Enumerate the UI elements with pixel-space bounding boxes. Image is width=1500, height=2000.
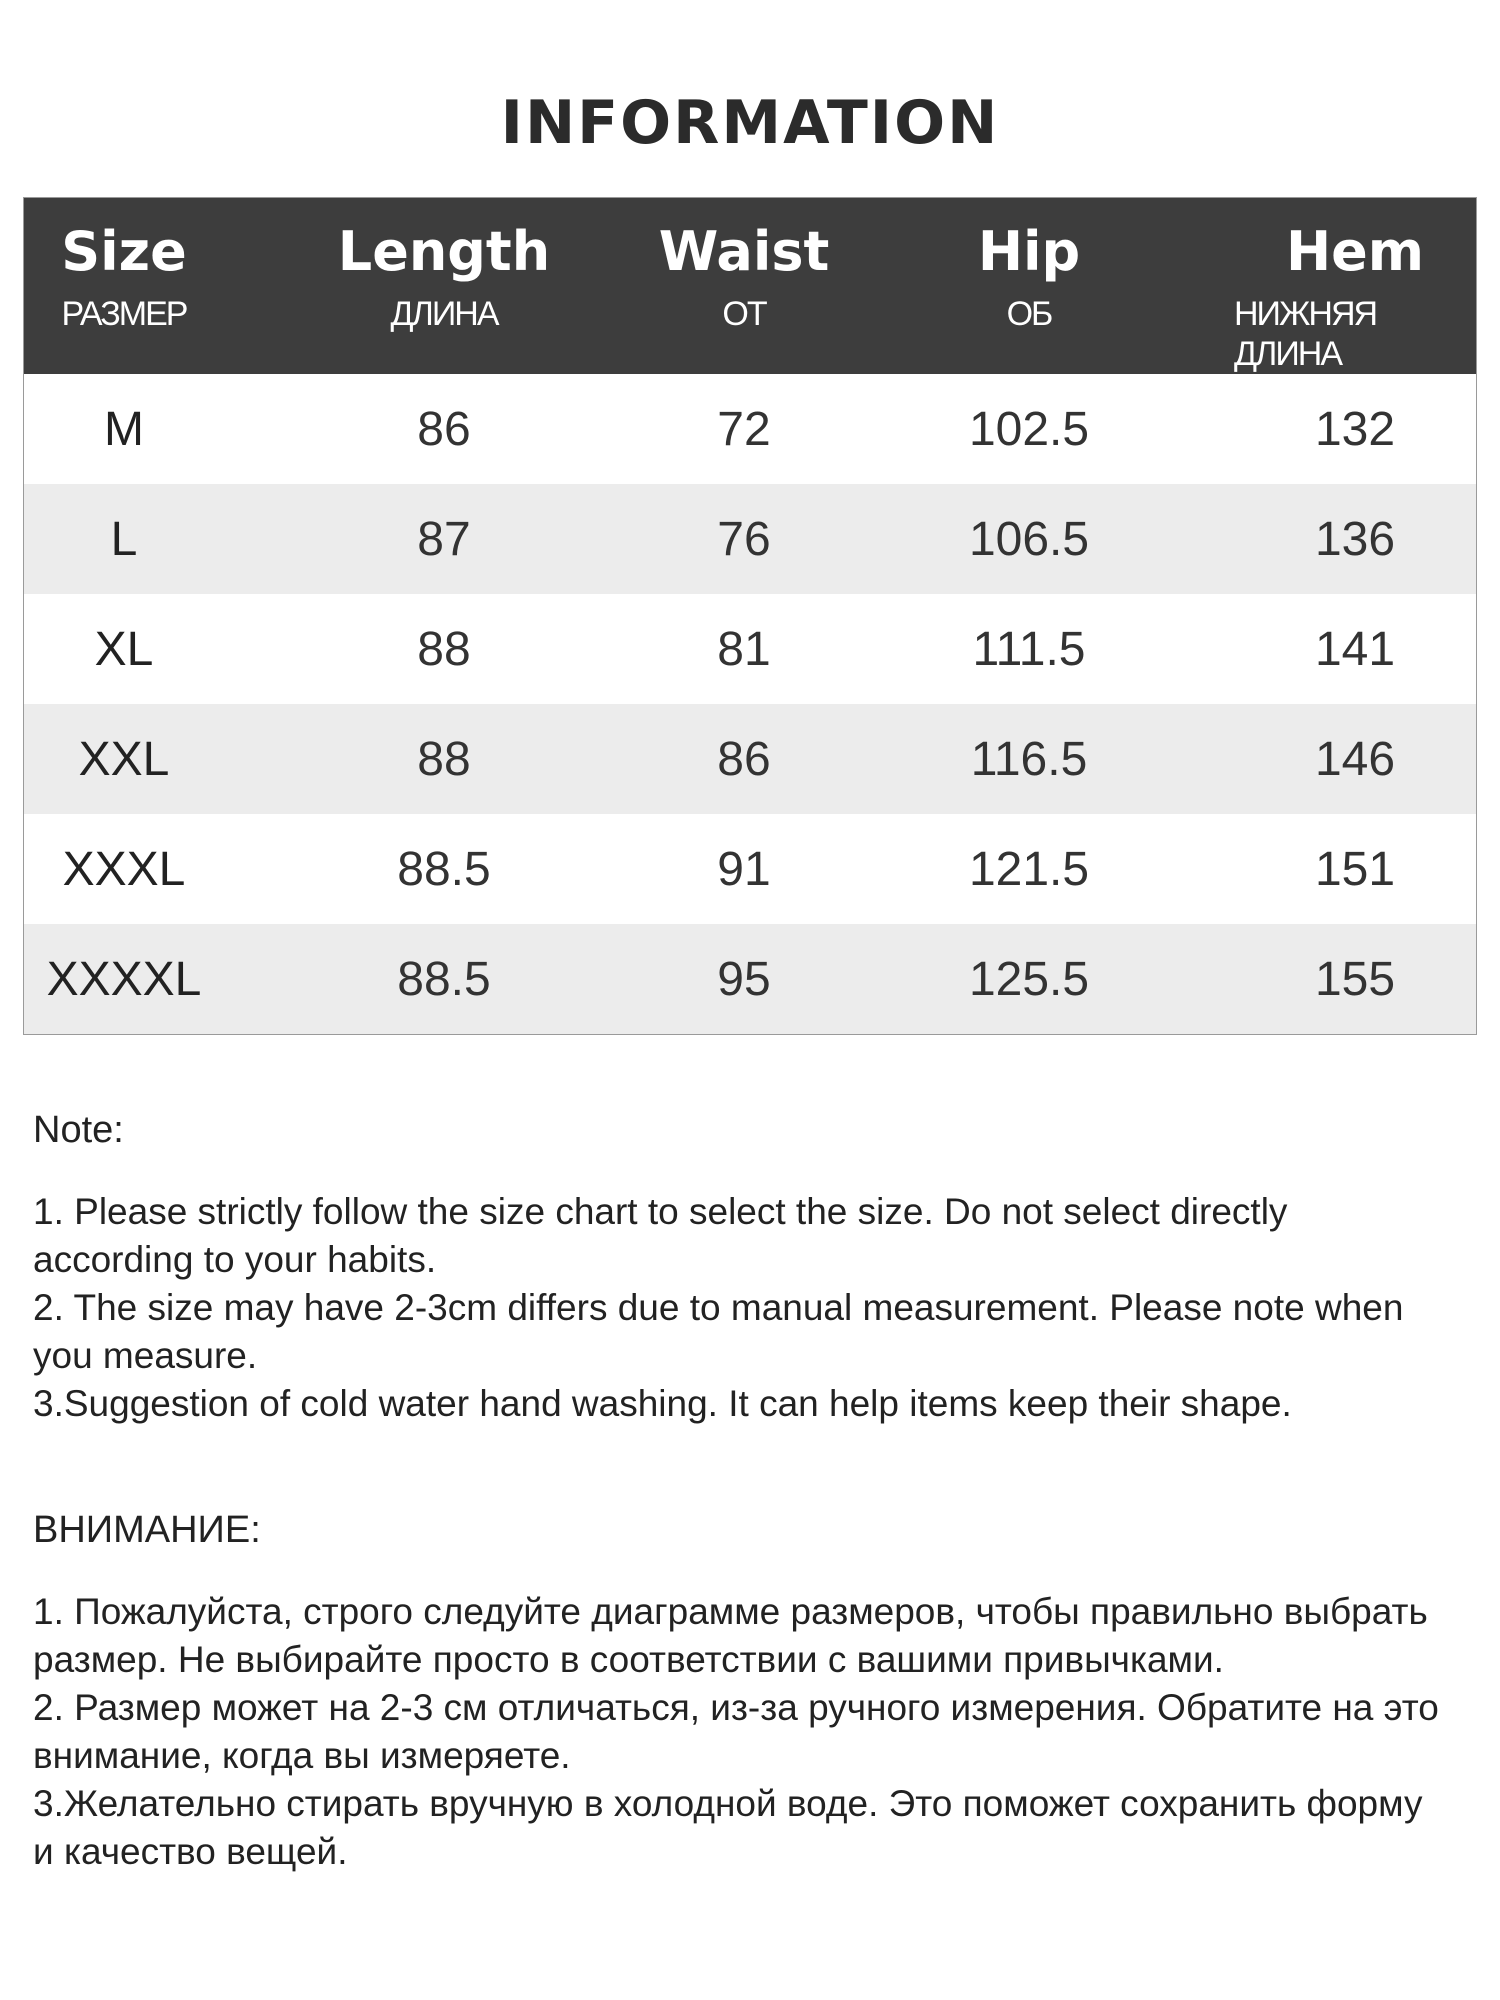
cell-waist: 72 xyxy=(717,402,771,456)
table-row xyxy=(24,594,1476,704)
cell-hip: 121.5 xyxy=(968,842,1090,896)
note-english xyxy=(33,1108,1453,1428)
cell-hip: 111.5 xyxy=(972,622,1086,676)
cell-length: 87 xyxy=(417,512,471,566)
header-label-ru: ДЛИНА xyxy=(390,295,498,333)
table-row xyxy=(24,704,1476,814)
header-label-en: Waist xyxy=(658,220,830,283)
header-label-ru: ОБ xyxy=(1006,295,1052,333)
cell-hem: 136 xyxy=(1314,512,1396,566)
cell-waist: 86 xyxy=(717,732,771,786)
note-heading: ВНИМАНИЕ: xyxy=(33,1509,261,1551)
table-row xyxy=(24,924,1476,1034)
note-item: 1. Please strictly follow the size chart to select the size. Do not select directly according to your habits. xyxy=(33,1191,1288,1280)
header-hip xyxy=(824,198,1234,374)
cell-hem: 151 xyxy=(1314,842,1396,896)
cell-length: 88.5 xyxy=(397,842,491,896)
cell-length: 88.5 xyxy=(397,952,491,1006)
cell-hem: 155 xyxy=(1314,952,1396,1006)
note-item: 2. The size may have 2-3cm differs due to manual measurement. Please note when you measure. xyxy=(33,1287,1404,1376)
header-label-ru: НИЖНЯЯ ДЛИНА xyxy=(1234,295,1377,373)
header-label-en: Hip xyxy=(977,220,1081,283)
cell-waist: 81 xyxy=(717,622,771,676)
header-label-ru: ОТ xyxy=(722,295,766,333)
header-label-ru: РАЗМЕР xyxy=(61,295,187,333)
cell-size: L xyxy=(110,512,138,566)
cell-size: XL xyxy=(94,622,154,676)
cell-waist: 95 xyxy=(717,952,771,1006)
cell-hip: 116.5 xyxy=(970,732,1088,786)
cell-waist: 91 xyxy=(717,842,771,896)
cell-length: 88 xyxy=(417,622,471,676)
cell-waist: 76 xyxy=(717,512,771,566)
header-label-en: Hem xyxy=(1285,220,1425,283)
cell-hem: 132 xyxy=(1314,402,1396,456)
table-row xyxy=(24,374,1476,484)
table-header xyxy=(24,198,1476,374)
header-label-en: Length xyxy=(337,220,551,283)
note-russian xyxy=(33,1508,1453,1876)
page-title: INFORMATION xyxy=(500,88,1000,158)
cell-hip: 102.5 xyxy=(968,402,1090,456)
header-waist xyxy=(658,198,830,374)
cell-size: XXXXL xyxy=(46,952,202,1006)
cell-hip: 106.5 xyxy=(968,512,1090,566)
note-heading: Note: xyxy=(33,1109,124,1151)
cell-hem: 146 xyxy=(1314,732,1396,786)
header-length xyxy=(224,198,664,374)
table-row xyxy=(24,484,1476,594)
header-label-en: Size xyxy=(61,220,187,283)
note-item: 3.Suggestion of cold water hand washing. It can help items keep their shape. xyxy=(33,1383,1292,1424)
cell-size: XXL xyxy=(78,732,170,786)
note-item: 3.Желательно стирать вручную в холодной воде. Это поможет сохранить форму и качество вещей. xyxy=(33,1783,1423,1872)
note-item: 1. Пожалуйста, строго следуйте диаграмме размеров, чтобы правильно выбрать размер. Не выбирайте просто в соответствии с вашими привычками. xyxy=(33,1591,1428,1680)
cell-hem: 141 xyxy=(1314,622,1396,676)
cell-length: 86 xyxy=(417,402,471,456)
size-chart-table xyxy=(23,197,1477,1035)
cell-size: XXXL xyxy=(62,842,186,896)
cell-hip: 125.5 xyxy=(968,952,1090,1006)
note-item: 2. Размер может на 2-3 см отличаться, из-за ручного измерения. Обратите на это внимание, когда вы измеряете. xyxy=(33,1687,1439,1776)
cell-length: 88 xyxy=(417,732,471,786)
cell-size: M xyxy=(104,402,144,456)
header-size xyxy=(24,198,224,374)
header-hem xyxy=(1234,198,1476,374)
table-row xyxy=(24,814,1476,924)
